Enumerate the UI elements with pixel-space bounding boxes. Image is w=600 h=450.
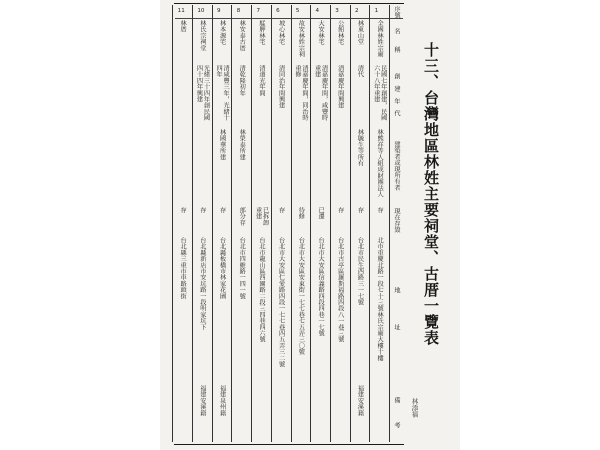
row-number: 9 — [217, 8, 221, 14]
cell-name: 林氏宗祠堂 — [198, 20, 206, 51]
cell-era: 清道光年間 — [257, 65, 265, 96]
cell-era: 民國七年創建，民國 — [379, 65, 387, 121]
header-name: 名 稱 — [393, 28, 400, 53]
column-rule — [389, 5, 390, 442]
cell-owner: 林國華所建 — [218, 129, 226, 160]
cell-era-cont: 四十四年興建 — [195, 65, 203, 103]
cell-address: 台北市大安區安東街一七七巷七五弄三〇號 — [297, 237, 305, 355]
column-rule — [172, 5, 173, 442]
cell-address: 台北縣三重市車路頭街 — [179, 237, 187, 299]
cell-era: 清代 — [356, 65, 364, 78]
row-number: 8 — [236, 8, 241, 14]
cell-name: 坡心林宅 — [277, 20, 285, 45]
row-number: 3 — [335, 8, 339, 14]
cell-era-cont: 重建 — [313, 65, 321, 78]
row-number: 1 — [374, 8, 379, 14]
cell-address: 台北市大安區仁愛路四段一七七巷四五弄三二號 — [277, 237, 285, 368]
column-rule — [369, 5, 370, 442]
cell-name: 林安泰古厝 — [238, 20, 246, 51]
row-number: 7 — [256, 8, 260, 14]
column-rule — [330, 5, 331, 442]
column-rule — [350, 5, 351, 442]
column-rule — [192, 5, 193, 442]
cell-status: 存 — [179, 207, 187, 214]
column-rule — [231, 5, 232, 442]
cell-owner: 林榮泰所建 — [238, 129, 246, 160]
cell-era: 清乾隆初年 — [238, 65, 246, 96]
cell-address: 北市重慶北路一段七十三號林氏宗廟大樓十樓 — [376, 237, 384, 361]
cell-era: 光緒三十四年創民國 — [202, 65, 210, 121]
cell-era: 清嘉慶年間興建 — [336, 65, 344, 109]
cell-status: 存 — [336, 207, 344, 214]
cell-era-cont: 重修 — [293, 65, 301, 78]
cell-era-cont: 四年 — [215, 65, 223, 78]
column-rule — [251, 5, 252, 442]
cell-address: 台北縣新店市安坑路一段明家坑下 — [198, 237, 206, 330]
header-remarks: 備 考 — [393, 396, 400, 428]
cell-status: 存 — [218, 207, 226, 214]
row-number: 10 — [197, 8, 205, 14]
header-address: 地 址 — [393, 287, 400, 331]
cell-remarks: 福建安溪籍 — [198, 385, 206, 416]
cell-status-cont: 重建 — [254, 207, 262, 220]
row-number: 4 — [315, 8, 320, 14]
cell-era: 清同治年間興建 — [277, 65, 285, 109]
cell-era: 清咸豐三年，光緒十 — [222, 65, 230, 121]
row-number: 11 — [177, 8, 185, 14]
cell-name: 公館林宅 — [336, 20, 344, 45]
row-number: 5 — [295, 8, 300, 14]
cell-name: 林東山堂 — [356, 20, 364, 45]
cell-status: 已遷 — [317, 207, 325, 220]
cell-address: 台北市大安區信義路四段四巷一七號 — [317, 237, 325, 337]
cell-status: 部分存 — [238, 207, 246, 226]
row-number: 2 — [354, 8, 359, 14]
header-owner: 建築者或現所有者 — [393, 141, 400, 191]
cell-address: 台北市四維路一四一號 — [238, 237, 246, 299]
cell-owner: 林熊祥等人組成財團法人 — [376, 129, 384, 198]
row-number: 6 — [276, 8, 280, 14]
header-status: 現在存毀 — [393, 208, 400, 233]
cell-name: 林本源宅 — [218, 20, 226, 45]
author-note: 林添福 — [410, 398, 419, 418]
cell-name: 故安林姓宗祠 — [297, 20, 305, 58]
cell-status: 待修 — [297, 207, 305, 220]
cell-remarks: 福建泉州籍 — [218, 385, 226, 416]
cell-address: 台北市古亭區羅斯福路四段八一巷三號 — [336, 237, 344, 343]
cell-status: 已拆卸 — [261, 207, 269, 226]
document-title: 十三、台灣地區林姓主要祠堂、古厝一覽表 — [422, 42, 440, 346]
column-rule — [291, 5, 292, 442]
column-rule — [271, 5, 272, 442]
cell-name: 林厝 — [179, 20, 187, 33]
cell-name: 大安林宅 — [317, 20, 325, 45]
cell-name: 艋舺林宅 — [257, 20, 265, 45]
cell-status: 存 — [376, 207, 384, 214]
cell-era-cont: 六十八年重建 — [372, 65, 380, 103]
cell-remarks: 福建安溪籍 — [356, 385, 364, 416]
column-rule — [310, 5, 311, 442]
cell-address: 台北縣板橋市林家花園 — [218, 237, 226, 299]
cell-owner: 林毓生等所有 — [356, 129, 364, 167]
header-era: 創 建 年 代 — [393, 73, 400, 117]
cell-era: 清嘉慶年間，咸豐時 — [320, 65, 328, 121]
cell-address: 台北市龍山區西園路二段三四巷四六號 — [257, 237, 265, 343]
cell-status: 存 — [356, 207, 364, 214]
cell-status: 存 — [198, 207, 206, 214]
cell-address: 台北市民生西路三一七號 — [356, 237, 364, 306]
cell-name: 全國林姓宗廟 — [376, 20, 384, 58]
cell-status: 存 — [277, 207, 285, 214]
cell-era: 清嘉慶年間，同治時 — [300, 65, 308, 121]
corner-label: 序號 — [393, 6, 400, 19]
column-rule — [212, 5, 213, 442]
